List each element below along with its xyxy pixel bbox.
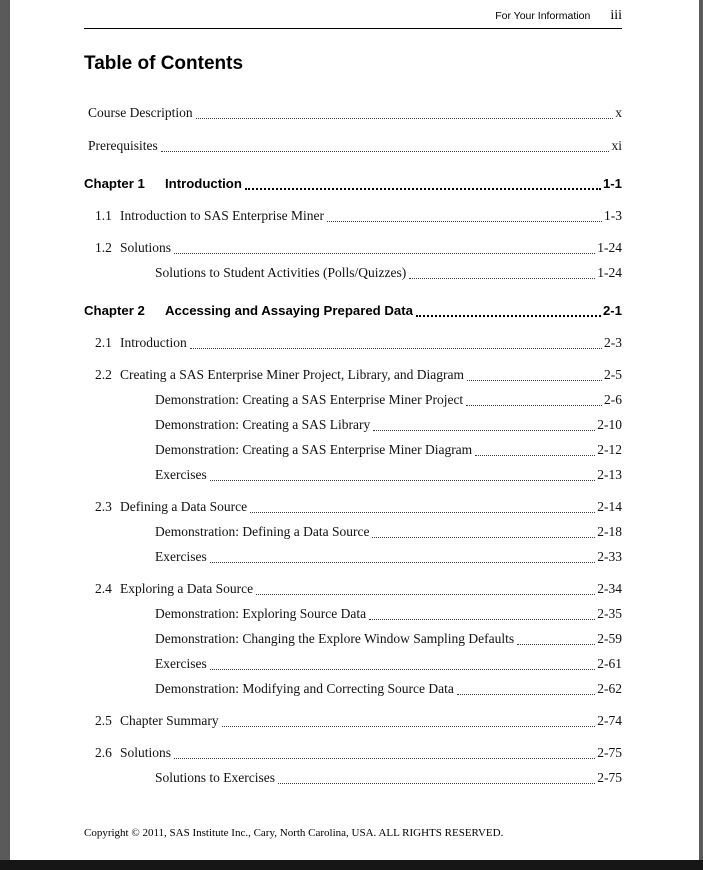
section-number: 2.4 [95, 581, 112, 596]
dot-leader [174, 253, 595, 254]
toc-entry-label: Solutions to Exercises [155, 770, 275, 785]
folio-page-number: iii [610, 8, 622, 23]
toc-page-number: 2-12 [597, 442, 622, 457]
toc-page-number: xi [611, 138, 622, 153]
header-rule [84, 28, 622, 29]
page-header [10, 0, 699, 24]
dot-leader [372, 537, 595, 538]
section-number: 1.2 [95, 240, 112, 255]
toc-entry[interactable] [84, 581, 622, 598]
toc-page-number: 2-1 [602, 303, 622, 318]
dot-leader [466, 405, 602, 406]
viewer-bottom-bar [0, 860, 703, 870]
dot-leader [210, 669, 596, 670]
toc-entry[interactable] [84, 240, 622, 257]
toc-entry-label: Defining a Data Source [120, 499, 248, 514]
dot-leader [409, 278, 595, 279]
dot-leader [467, 380, 602, 381]
toc-entry-label: Demonstration: Defining a Data Source [155, 524, 370, 539]
toc-page-number: 2-33 [597, 549, 622, 564]
toc-entry[interactable] [84, 176, 622, 193]
dot-leader [245, 188, 601, 190]
toc-entry-label: Demonstration: Modifying and Correcting Source Data [155, 681, 454, 696]
toc-entry[interactable] [155, 442, 622, 459]
toc-entry-label: Creating a SAS Enterprise Miner Project, Library, and Diagram [120, 367, 465, 382]
toc-entry[interactable] [155, 524, 622, 541]
toc-entry[interactable] [84, 713, 622, 730]
toc-entry[interactable] [155, 417, 622, 434]
toc-entry[interactable] [155, 656, 622, 673]
toc-page-number: 2-75 [597, 745, 622, 760]
document-page [10, 0, 699, 860]
copyright-notice: Copyright © 2011, SAS Institute Inc., Cary, North Carolina, USA. ALL RIGHTS RESERVED. [84, 827, 504, 839]
toc-entry-label: Solutions [120, 240, 172, 255]
toc-page-number: 2-75 [597, 770, 622, 785]
dot-leader [250, 512, 595, 513]
section-number: 1.1 [95, 208, 112, 223]
dot-leader [222, 726, 596, 727]
toc-entry-label: Chapter Summary [120, 713, 219, 728]
toc-entry[interactable] [84, 745, 622, 762]
toc-entry[interactable] [88, 138, 622, 155]
toc-entry-label: Demonstration: Creating a SAS Enterprise Miner Project [155, 392, 464, 407]
toc-entry[interactable] [84, 303, 622, 320]
dot-leader [256, 594, 595, 595]
toc-page-number: 2-34 [597, 581, 622, 596]
toc-page-number: 1-24 [597, 240, 622, 255]
toc-page-number: 2-14 [597, 499, 622, 514]
toc-entry-label: Introduction to SAS Enterprise Miner [120, 208, 324, 223]
toc-entry[interactable] [155, 549, 622, 566]
toc-entry-label: Course Description [88, 105, 193, 120]
section-number: 2.6 [95, 745, 112, 760]
toc-entry-label: Exercises [155, 549, 207, 564]
toc-entry[interactable] [84, 335, 622, 352]
toc-page-number: 2-61 [597, 656, 622, 671]
toc-entry-label: Solutions to Student Activities (Polls/Quizzes) [155, 265, 407, 280]
dot-leader [210, 480, 596, 481]
toc-page-number: 2-18 [597, 524, 622, 539]
toc-entry[interactable] [84, 208, 622, 225]
toc-entry-label: Demonstration: Creating a SAS Library [155, 417, 371, 432]
dot-leader [161, 151, 610, 152]
dot-leader [457, 694, 595, 695]
dot-leader [327, 221, 602, 222]
running-header-title: For Your Information [495, 10, 591, 22]
toc-entry[interactable] [84, 499, 622, 516]
toc-entry-label: Introduction [120, 335, 187, 350]
toc-entry[interactable] [88, 105, 622, 122]
toc-entry[interactable] [84, 367, 622, 384]
toc-entry[interactable] [155, 770, 622, 787]
toc-entry-label: Exploring a Data Source [120, 581, 254, 596]
toc-entry-label: Exercises [155, 467, 207, 482]
toc-page-number: 2-74 [597, 713, 622, 728]
toc-page-number: 2-59 [597, 631, 622, 646]
toc-page-number: 2-35 [597, 606, 622, 621]
chapter-label: Chapter 2 [84, 303, 145, 318]
toc-entry-label: Demonstration: Creating a SAS Enterprise Miner Diagram [155, 442, 473, 457]
dot-leader [517, 644, 595, 645]
toc-list [84, 105, 622, 787]
dot-leader [174, 758, 595, 759]
section-number: 2.2 [95, 367, 112, 382]
toc-page-number: x [615, 105, 622, 120]
toc-entry-label: Exercises [155, 656, 207, 671]
toc-entry[interactable] [155, 392, 622, 409]
toc-page-number: 2-6 [604, 392, 622, 407]
toc-entry-label: Introduction [165, 176, 242, 191]
dot-leader [190, 348, 602, 349]
toc-entry[interactable] [155, 631, 622, 648]
toc-page-number: 2-3 [604, 335, 622, 350]
toc-page-number: 2-10 [597, 417, 622, 432]
toc-page-number: 1-3 [604, 208, 622, 223]
chapter-label: Chapter 1 [84, 176, 145, 191]
toc-entry[interactable] [155, 681, 622, 698]
toc-entry[interactable] [155, 467, 622, 484]
section-number: 2.3 [95, 499, 112, 514]
dot-leader [373, 430, 595, 431]
dot-leader [369, 619, 595, 620]
toc-page-number: 1-24 [597, 265, 622, 280]
dot-leader [196, 118, 614, 119]
toc-entry-label: Demonstration: Changing the Explore Window Sampling Defaults [155, 631, 515, 646]
toc-page-number: 2-5 [604, 367, 622, 382]
dot-leader [210, 562, 596, 563]
toc-entry[interactable] [155, 265, 622, 282]
page-title: Table of Contents [84, 53, 244, 74]
toc-page-number: 1-1 [602, 176, 622, 191]
dot-leader [416, 315, 601, 317]
toc-page-number: 2-13 [597, 467, 622, 482]
toc-entry-label: Accessing and Assaying Prepared Data [165, 303, 413, 318]
toc-entry[interactable] [155, 606, 622, 623]
dot-leader [475, 455, 595, 456]
toc-entry-label: Demonstration: Exploring Source Data [155, 606, 367, 621]
toc-entry-label: Prerequisites [88, 138, 158, 153]
toc-entry-label: Solutions [120, 745, 172, 760]
section-number: 2.5 [95, 713, 112, 728]
toc-page-number: 2-62 [597, 681, 622, 696]
section-number: 2.1 [95, 335, 112, 350]
dot-leader [278, 783, 595, 784]
